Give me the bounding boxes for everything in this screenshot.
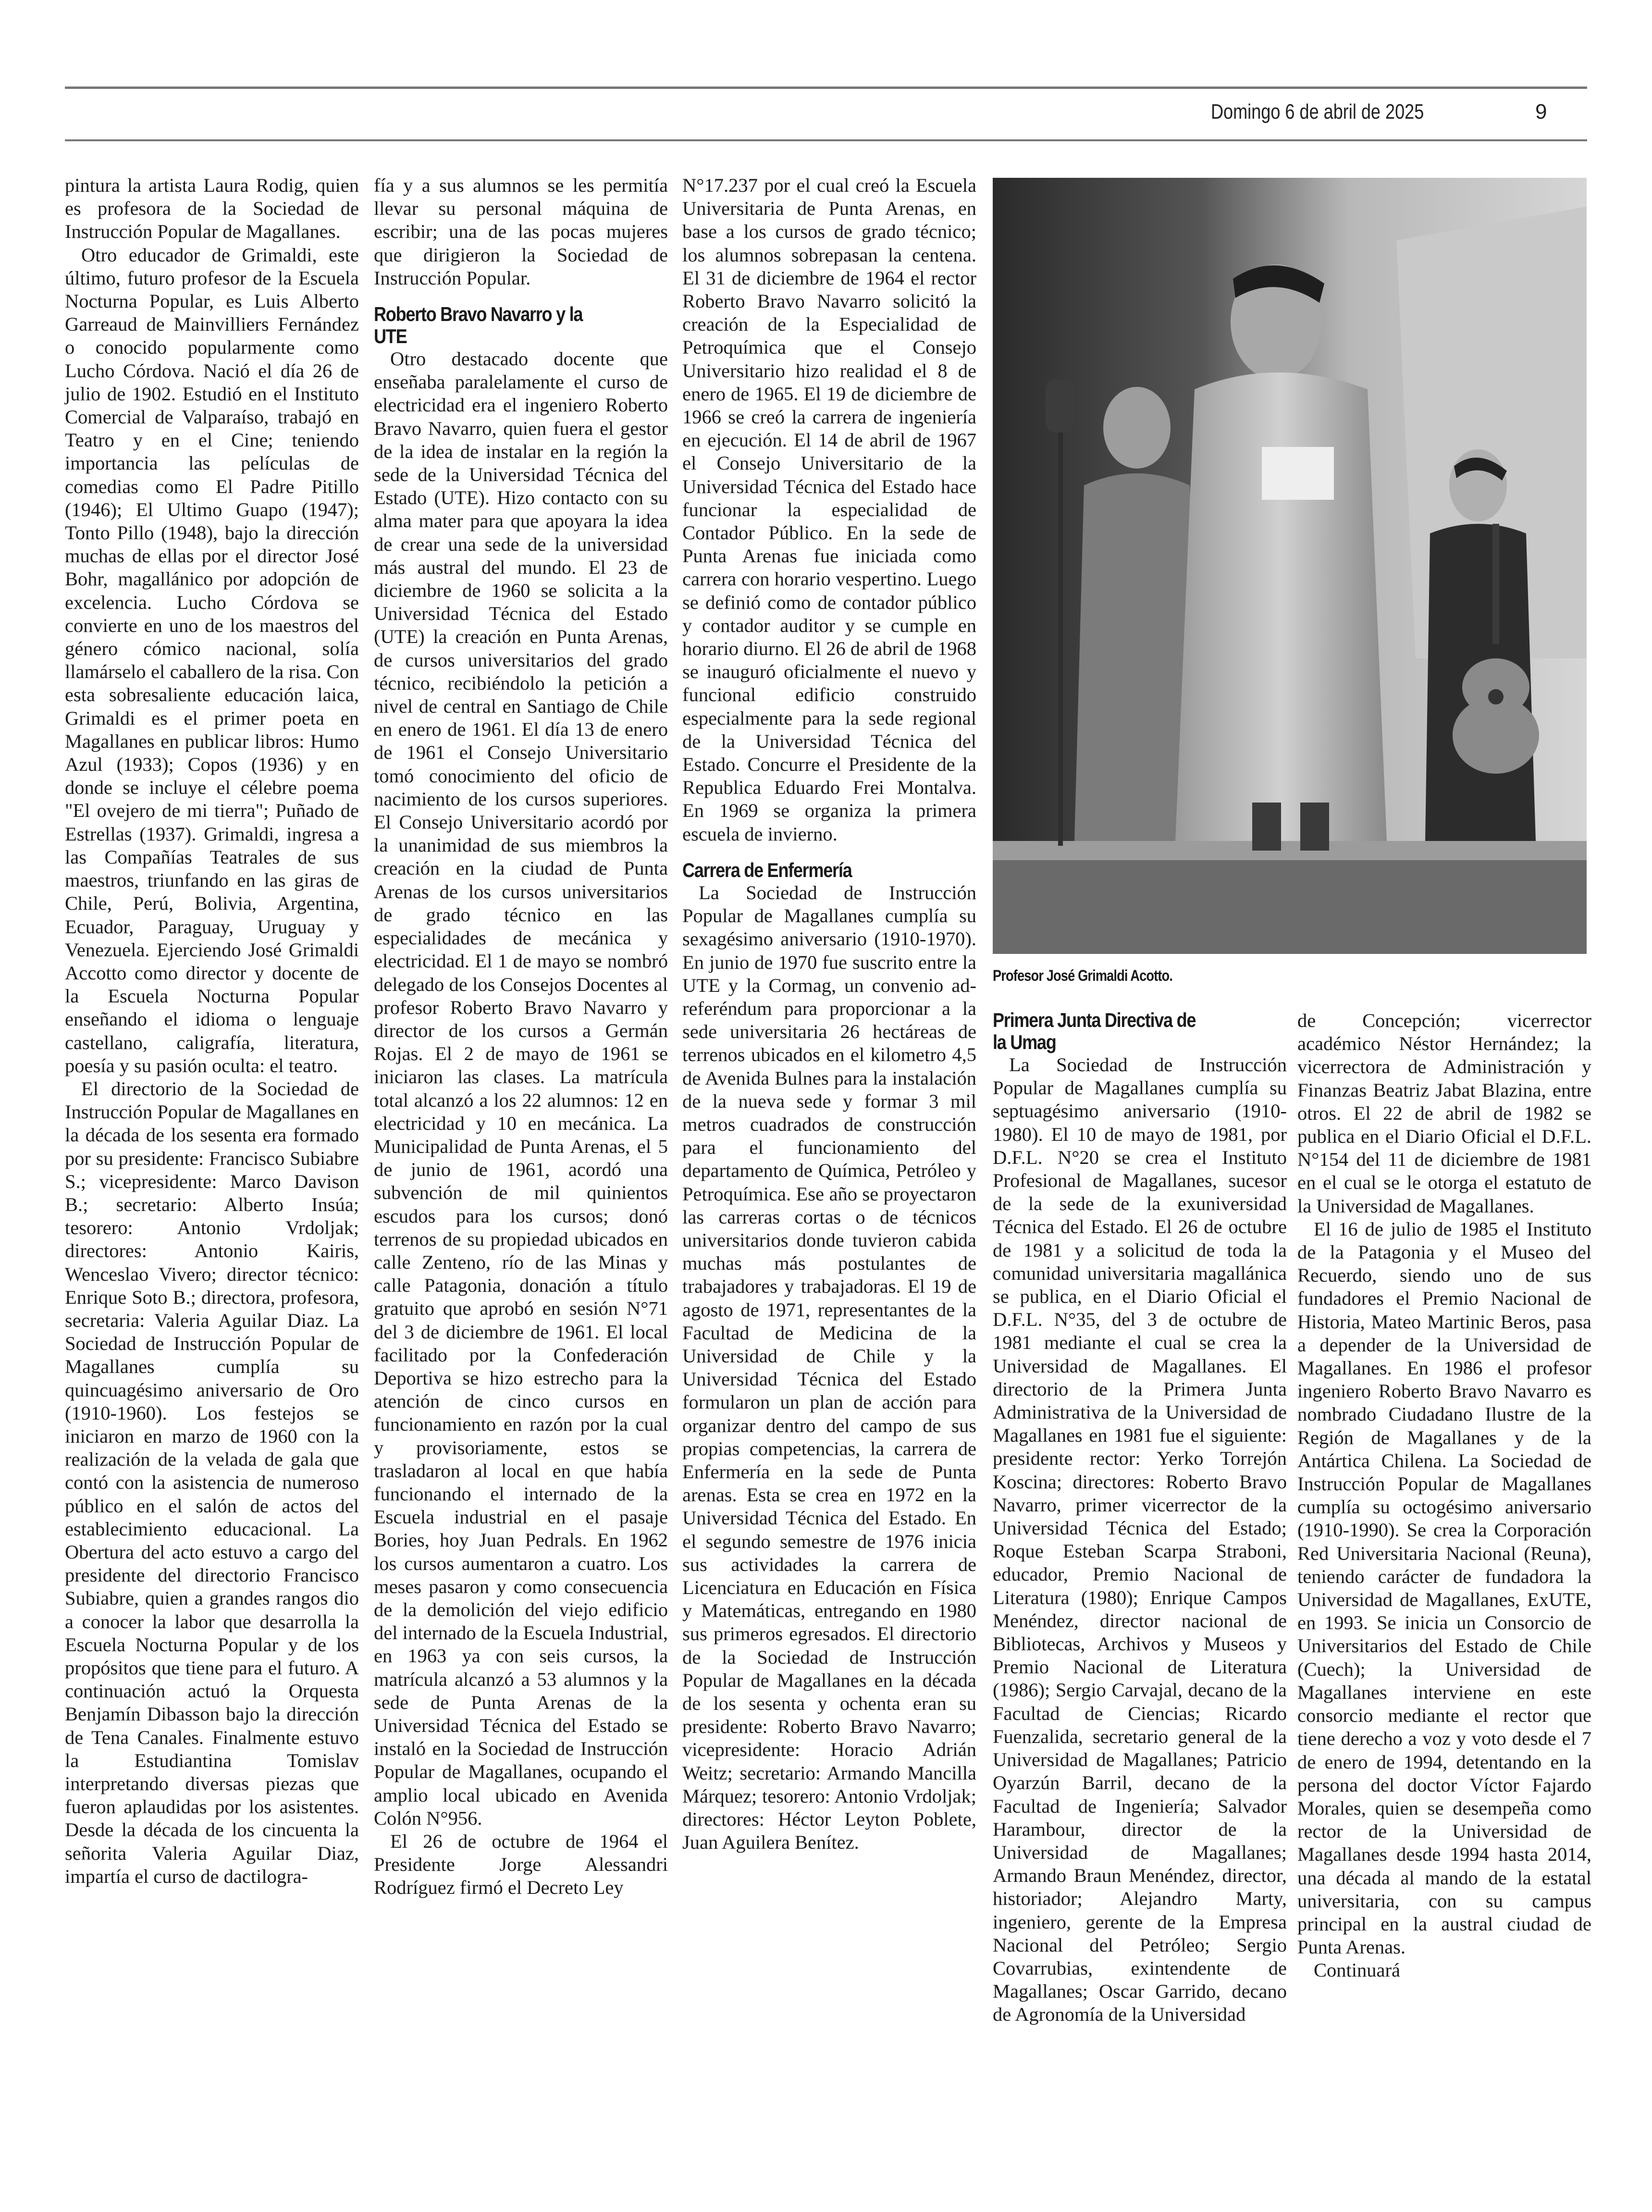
paragraph: pintura la artista Laura Rodig, quien es profesora de la Sociedad de Instrucción Popular de Magallanes. bbox=[65, 174, 359, 243]
paragraph: de Concepción; vicerrector académico Néstor Hernández; la vicerrectora de Administración y Finanzas Beatriz Jabat Blazina, entre otros. El 22 de abril de 1982 se publica en el Diario Oficial el D.F.L. N°154 del 11 de diciembre de 1981 en el cual se le otorga el estatuto de la Universidad de Magallanes. bbox=[1297, 1010, 1591, 1217]
article-column-3 bbox=[682, 174, 976, 1854]
article-column-4 bbox=[993, 1009, 1287, 2027]
photo-image bbox=[993, 178, 1587, 954]
paragraph: N°17.237 por el cual creó la Escuela Universitaria de Punta Arenas, en base a los cursos de grado técnico; los alumnos sobrepasan la centena. El 31 de diciembre de 1964 el rector Roberto Bravo Navarro solicitó la creación de la Especialidad de Petroquímica que el Consejo Universitario hizo realidad el 8 de enero de 1965. El 19 de diciembre de 1966 se creó la carrera de ingeniería en ejecución. El 14 de abril de 1967 el Consejo Universitario de la Universidad Técnica del Estado hace funcionar la especialidad de Contador Público. En la sede de Punta Arenas fue iniciada como carrera con horario vespertino. Luego se definió como de contador público y contador auditor y se cumple en horario diurno. El 26 de abril de 1968 se inauguró oficialmente el nuevo y funcional edificio construido especialmente para la sede regional de la Universidad Técnica del Estado. Concurre el Presidente de la Republica Eduardo Frei Montalva. En 1969 se organiza la primera escuela de invierno. bbox=[682, 174, 976, 845]
header-bottom-rule bbox=[65, 139, 1587, 141]
page-number: 9 bbox=[1535, 100, 1547, 124]
section-heading-enfermeria: Carrera de Enfermería bbox=[682, 858, 852, 881]
continued-label: Continuará bbox=[1314, 1959, 1400, 1981]
issue-date: Domingo 6 de abril de 2025 bbox=[1211, 100, 1424, 124]
paragraph: El 16 de julio de 1985 el Instituto de la Patagonia y el Museo del Recuerdo, siendo uno de sus fundadores el Premio Nacional de Historia, Mateo Martinic Beros, pasa a depender de la Universidad de Magallanes. En 1986 el profesor ingeniero Roberto Bravo Navarro es nombrado Ciudadano Ilustre de la Región de Magallanes y de la Antártica Chilena. La Sociedad de Instrucción Popular de Magallanes cumplía su octogésimo aniversario (1910-1990). Se crea la Corporación Red Universitaria Nacional (Reuna), teniendo carácter de fundadora la Universidad de Magallanes, ExUTE, en 1993. Se inicia un Consorcio de Universitarios del Estado de Chile (Cuech); la Universidad de Magallanes interviene en este consorcio mediante el rector que tiene derecho a voz y voto desde el 7 de enero de 1994, detentando en la persona del doctor Víctor Fajardo Morales, quien se desempeña como rector de la Universidad de Magallanes desde 1994 hasta 2014, una década al mando de la estatal universitaria, con su campus principal en la austral ciudad de Punta Arenas. bbox=[1297, 1218, 1591, 1958]
photo-caption: Profesor José Grimaldi Acotto. bbox=[993, 967, 1173, 984]
article-column-5 bbox=[1297, 1009, 1591, 1982]
section-heading-bravo-navarro: Roberto Bravo Navarro y la UTE bbox=[374, 303, 583, 348]
header-top-rule bbox=[65, 87, 1587, 89]
paragraph: El directorio de la Sociedad de Instrucción Popular de Magallanes en la década de los sesenta era formado por su presidente: Francisco Subiabre S.; vicepresidente: Marco Davison B.; secretario: Alberto Insúa; tesorero: Antonio Vrdoljak; directores: Antonio Kairis, Wenceslao Vivero; director técnico: Enrique Soto B.; directora, profesora, secretaria: Valeria Aguilar Diaz. La Sociedad de Instrucción Popular de Magallanes cumplía su quincuagésimo aniversario de Oro (1910-1960). Los festejos se iniciaron en marzo de 1960 con la realización de la velada de gala que contó con la asistencia de numeroso público en el salón de actos del establecimiento educacional. La Obertura del acto estuvo a cargo del presidente del directorio Francisco Subiabre, quien a grandes rangos dio a conocer la labor que desarrolla la Escuela Nocturna Popular y de los propósitos que tiene para el futuro. A continuación actuó la Orquesta Benjamín Dibasson bajo la dirección de Tena Canales. Finalmente estuvo la Estudiantina Tomislav interpretando diversas piezas que fueron aplaudidas por los asistentes. Desde la década de los cincuenta la señorita Valeria Aguilar Diaz, impartía el curso de dactilogra- bbox=[65, 1077, 359, 1887]
paragraph: Otro educador de Grimaldi, este último, futuro profesor de la Escuela Nocturna Popular, es Luis Alberto Garreaud de Mainvilliers Fernández o conocido popularmente como Lucho Córdova. Nació el día 26 de julio de 1902. Estudió en el Instituto Comercial de Valparaíso, trabajó en Teatro y en el Cine; teniendo importancia las películas de comedias como El Padre Pitillo (1946); El Ultimo Guapo (1947); Tonto Pillo (1948), bajo la dirección muchas de ellas por el director José Bohr, magallánico por adopción de excelencia. Lucho Córdova se convierte en uno de los maestros del género cómico nacional, solía llamárselo el caballero de la risa. Con esta sobresaliente educación laica, Grimaldi es el primer poeta en Magallanes en publicar libros: Humo Azul (1933); Copos (1936) y en donde se incluye el célebre poema "El ovejero de mi tierra"; Puñado de Estrellas (1937). Grimaldi, ingresa a las Compañías Teatrales de sus maestros, triunfando en las giras de Chile, Perú, Bolivia, Argentina, Ecuador, Paraguay, Uruguay y Venezuela. Ejerciendo José Grimaldi Accotto como director y docente de la Escuela Nocturna Popular enseñando el idioma o lenguaje castellano, caligrafía, literatura, poesía y su pasión oculta: el teatro. bbox=[65, 244, 359, 1076]
paragraph: La Sociedad de Instrucción Popular de Magallanes cumplía su sexagésimo aniversario (1910-1970). En junio de 1970 fue suscrito entre la UTE y la Cormag, un convenio ad-referéndum para proporcionar a la sede universitaria 26 hectáreas de terrenos ubicados en el kilometro 4,5 de Avenida Bulnes para la instalación de la nueva sede y formar 3 mil metros cuadrados de construcción para el funcionamiento del departamento de Química, Petróleo y Petroquímica. Ese año se proyectaron las carreras cortas o de técnicos universitarios donde tuvieron cabida muchas más postulantes de trabajadores y trabajadoras. El 19 de agosto de 1971, representantes de la Facultad de Medicina de la Universidad de Chile y la Universidad Técnica del Estado formularon un plan de acción para organizar dentro del campo de sus propias competencias, la carrera de Enfermería en la sede de Punta arenas. Esta se crea en 1972 en la Universidad Técnica del Estado. En el segundo semestre de 1976 inicia sus actividades la carrera de Licenciatura en Educación en Física y Matemáticas, entregando en 1980 sus primeros egresados. El directorio de la Sociedad de Instrucción Popular de Magallanes en la década de los sesenta y ochenta eran su presidente: Roberto Bravo Navarro; vicepresidente: Horacio Adrián Weitz; secretario: Armando Mancilla Márquez; tesorero: Antonio Vrdoljak; directores: Héctor Leyton Poblete, Juan Aguilera Benítez. bbox=[682, 881, 976, 1854]
paragraph: El 26 de octubre de 1964 el Presidente Jorge Alessandri Rodríguez firmó el Decreto Ley bbox=[374, 1830, 668, 1899]
article-column-2 bbox=[374, 174, 668, 1900]
paragraph: fía y a sus alumnos se les permitía llevar su personal máquina de escribir; una de las pocas mujeres que dirigieron la Sociedad de Instrucción Popular. bbox=[374, 174, 668, 289]
section-heading-primera-junta: Primera Junta Directiva de la Umag bbox=[993, 1009, 1196, 1053]
paragraph: Otro destacado docente que enseñaba paralelamente el curso de electricidad era el ingeniero Roberto Bravo Navarro, quien fuera el gestor de la idea de instalar en la región la sede de la Universidad Técnica del Estado (UTE). Hizo contacto con su alma mater para que apoyara la idea de crear una sede de la universidad más austral del mundo. El 23 de diciembre de 1960 se solicita a la Universidad Técnica del Estado (UTE) la creación en Punta Arenas, de cursos universitarios del grado técnico, recibiéndolo la petición a nivel de central en Santiago de Chile en enero de 1961. El día 13 de enero de 1961 el Consejo Universitario tomó conocimiento del oficio de nacimiento de los cursos superiores. El Consejo Universitario acordó por la unanimidad de sus miembros la creación en la ciudad de Punta Arenas de los cursos universitarios de grado técnico en las especialidades de mecánica y electricidad. El 1 de mayo se nombró delegado de los Consejos Docentes al profesor Roberto Bravo Navarro y director de los cursos a Germán Rojas. El 2 de mayo de 1961 se iniciaron las clases. La matrícula total alcanzó a los 22 alumnos: 12 en electricidad y 10 en mecánica. La Municipalidad de Punta Arenas, el 5 de junio de 1961, acordó una subvención de mil quinientos escudos para los cursos; donó terrenos de su propiedad ubicados en calle Zenteno, río de las Minas y calle Patagonia, donación a título gratuito que aprobó en sesión N°71 del 3 de diciembre de 1961. El local facilitado por la Confederación Deportiva se hizo estrecho para la atención de cinco cursos en funcionamiento en razón por la cual y provisoriamente, estos se trasladaron al local en que había funcionando el internado de la Escuela industrial en el pasaje Bories, hoy Juan Pedrals. En 1962 los cursos aumentaron a cuatro. Los meses pasaron y como consecuencia de la demolición del viejo edificio del internado de la Escuela Industrial, en 1963 ya con seis cursos, la matrícula alcanzó a 53 alumnos y la sede de Punta Arenas de la Universidad Técnica del Estado se instaló en la Sociedad de Instrucción Popular de Magallanes, ocupando el amplio local ubicado en Avenida Colón N°956. bbox=[374, 348, 668, 1829]
historic-photo bbox=[993, 178, 1587, 954]
paragraph: La Sociedad de Instrucción Popular de Magallanes cumplía su septuagésimo aniversario (1910-1980). El 10 de mayo de 1981, por D.F.L. N°20 se crea el Instituto Profesional de Magallanes, sucesor de la sede de la exuniversidad Técnica del Estado. El 26 de octubre de 1981 y a solicitud de toda la comunidad universitaria magallánica se publica, en el Diario Oficial el D.F.L. N°35, del 3 de octubre de 1981 mediante el cual se crea la Universidad de Magallanes. El directorio de la Primera Junta Administrativa de la Universidad de Magallanes en 1981 fue el siguiente: presidente rector: Yerko Torrejón Koscina; directores: Roberto Bravo Navarro, primer vicerrector de la Universidad Técnica del Estado; Roque Esteban Scarpa Straboni, educador, Premio Nacional de Literatura (1980); Enrique Campos Menéndez, director nacional de Bibliotecas, Archivos y Museos y Premio Nacional de Literatura (1986); Sergio Carvajal, decano de la Facultad de Ciencias; Ricardo Fuenzalida, secretario general de la Universidad de Magallanes; Patricio Oyarzún Barril, decano de la Facultad de Ingeniería; Salvador Harambour, director de la Universidad de Magallanes; Armando Braun Menéndez, director, historiador; Alejandro Marty, ingeniero, gerente de la Empresa Nacional del Petróleo; Sergio Covarrubias, exintendente de Magallanes; Oscar Garrido, decano de Agronomía de la Universidad bbox=[993, 1054, 1287, 2026]
article-column-1 bbox=[65, 174, 359, 1888]
